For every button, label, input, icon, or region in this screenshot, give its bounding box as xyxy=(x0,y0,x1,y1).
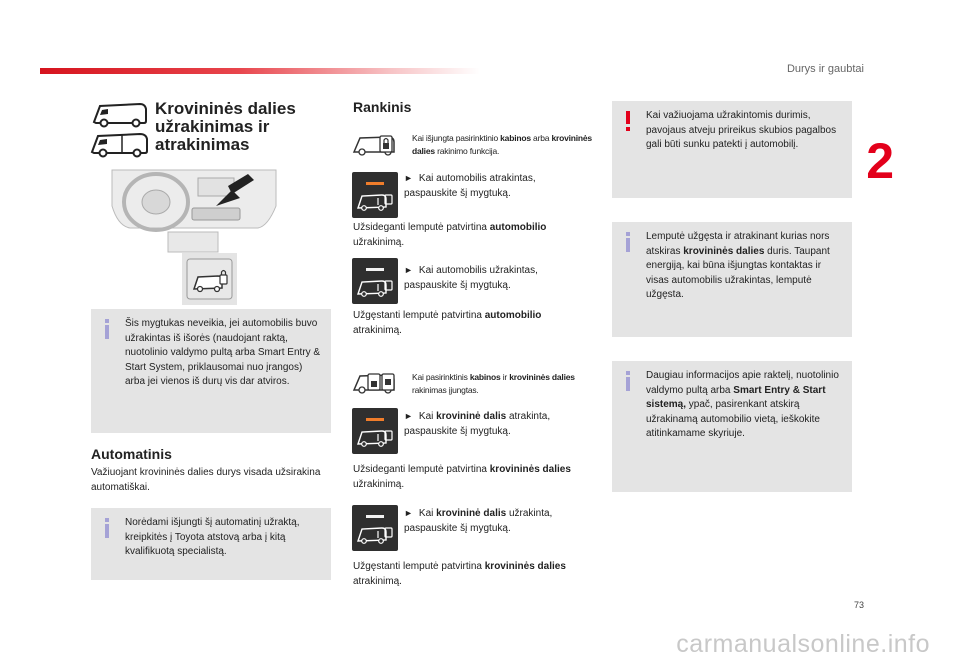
section-title: Durys ir gaubtai xyxy=(786,63,864,75)
info-note-text: Šis mygtukas neveikia, jei automobilis buvo užrakintas iš išorės (naudojant raktą, nuotolinio valdymo pultą arba Smart Entry & Start System, priklausomai nuo įrangos) arba jei vienos iš durų vis dar atviros. xyxy=(125,318,321,387)
van-lock-icon xyxy=(352,132,408,158)
info-note-led xyxy=(612,222,852,337)
info-icon xyxy=(626,232,630,252)
header-accent-bar xyxy=(40,68,480,74)
chapter-number: 2 xyxy=(866,133,894,189)
van-icons xyxy=(90,100,150,158)
led-indicator xyxy=(366,268,384,271)
led-indicator xyxy=(366,515,384,518)
info-icon xyxy=(626,371,630,391)
automatic-text: Važiuojant krovininės dalies durys visada užsirakina automatiškai. xyxy=(91,467,321,493)
manual-heading: Rankinis xyxy=(353,99,412,115)
info-note-more-info xyxy=(612,361,852,492)
lock-button-led-off xyxy=(352,258,398,304)
result-3-text: Užsideganti lemputė patvirtina krovininės dalies užrakinimą. xyxy=(353,464,571,490)
van-icon xyxy=(90,100,150,158)
lock-button-icon xyxy=(182,253,237,305)
info-note-disable-auto xyxy=(91,508,331,580)
led-indicator xyxy=(366,182,384,185)
info-note-text: Daugiau informacijos apie raktelį, nuotolinio valdymo pultą arba Smart Entry & Start sistemą, ypač, pasirenkant atskirą užrakinamą automobilio vietą, ieškokite atitinkamame skyriuje. xyxy=(646,370,839,439)
button-mini-icon xyxy=(352,132,408,158)
result-1-text: Užsideganti lemputė patvirtina automobilio užrakinimą. xyxy=(353,222,547,248)
result-4-text: Užgęstanti lemputė patvirtina krovininės dalies atrakinimą. xyxy=(353,561,566,587)
led-indicator xyxy=(366,418,384,421)
step-4-text: ► Kai krovininė dalis užrakinta, paspauskite šį mygtuką. xyxy=(404,508,553,534)
lock-button-led-on xyxy=(352,172,398,218)
cargo-mode-intro: Kai pasirinktinis kabinos ir krovininės dalies rakinimas įjungtas. xyxy=(412,372,575,395)
step-1-text: ► Kai automobilis atrakintas, paspauskite šį mygtuką. xyxy=(404,173,536,199)
cargo-button-led-on xyxy=(352,408,398,454)
warning-note xyxy=(612,101,852,198)
result-2-text: Užgęstanti lemputė patvirtina automobilio atrakinimą. xyxy=(353,310,542,336)
step-3-text: ► Kai krovininė dalis atrakinta, paspauskite šį mygtuką. xyxy=(404,411,551,437)
info-note-text: Norėdami išjungti šį automatinį užraktą, kreipkitės į Toyota atstovą arba į kitą kvalifikuotą specialistą. xyxy=(125,517,300,557)
watermark: carmanualsonline.info xyxy=(676,630,930,658)
page-number: 73 xyxy=(853,600,864,610)
button-detail-panel xyxy=(182,253,237,305)
cargo-button-mini-icon xyxy=(352,370,408,396)
info-note-text: Lemputė užgęsta ir atrakinant kurias nors atskiras krovininės dalies duris. Taupant energiją, kai būna išjungtas kontaktas ir visas automobilis užrakintas, lemputė užgęsta. xyxy=(646,231,830,300)
info-icon xyxy=(105,518,109,538)
info-icon xyxy=(105,319,109,339)
info-note-button-inactive xyxy=(91,309,331,433)
van-cargo-lock-icon xyxy=(352,370,408,396)
warning-icon xyxy=(626,111,630,131)
cargo-button-led-off xyxy=(352,505,398,551)
warning-text: Kai važiuojama užrakintomis durimis, pavojaus atveju prireikus skubios pagalbos gali būti sunku patekti į automobilį. xyxy=(646,110,837,150)
cab-mode-intro: Kai išjungta pasirinktinio kabinos arba krovininės dalies rakinimo funkcija. xyxy=(412,133,592,156)
page-title: Krovininės dalies užrakinimas ir atrakinimas xyxy=(155,99,296,154)
automatic-heading: Automatinis xyxy=(91,446,172,462)
step-2-text: ► Kai automobilis užrakintas, paspauskite šį mygtuką. xyxy=(404,265,538,291)
dashboard-illustration xyxy=(108,166,280,256)
